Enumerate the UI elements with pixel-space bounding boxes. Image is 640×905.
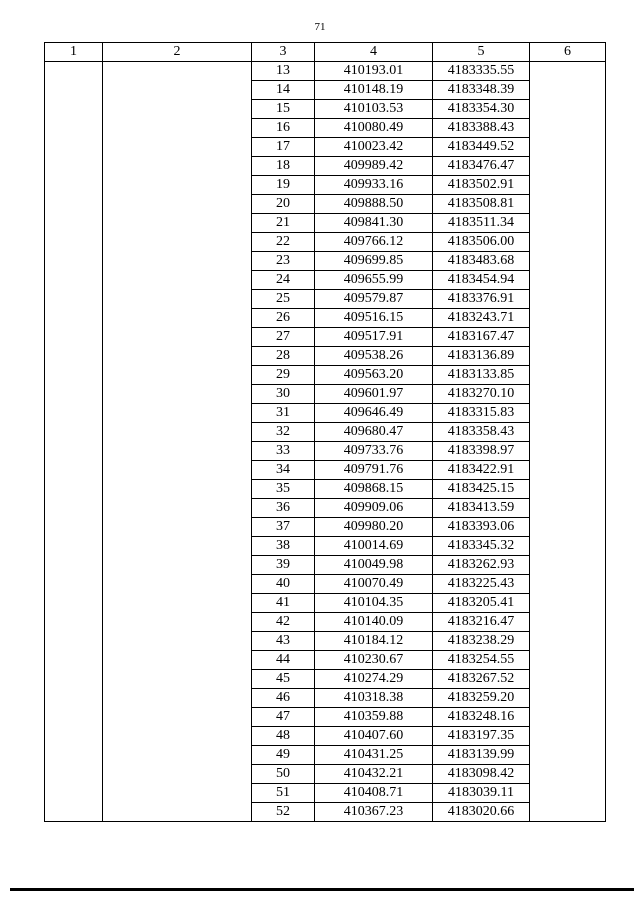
x-coordinate-cell: 410080.49 xyxy=(315,119,433,138)
point-number-cell: 35 xyxy=(252,480,315,499)
point-number-cell: 48 xyxy=(252,727,315,746)
y-coordinate-cell: 4183259.20 xyxy=(433,689,530,708)
y-coordinate-cell: 4183248.16 xyxy=(433,708,530,727)
x-coordinate-cell: 410070.49 xyxy=(315,575,433,594)
y-coordinate-cell: 4183422.91 xyxy=(433,461,530,480)
point-number-cell: 40 xyxy=(252,575,315,594)
blank-col-1 xyxy=(45,62,103,822)
point-number-cell: 44 xyxy=(252,651,315,670)
point-number-cell: 27 xyxy=(252,328,315,347)
y-coordinate-cell: 4183139.99 xyxy=(433,746,530,765)
y-coordinate-cell: 4183205.41 xyxy=(433,594,530,613)
point-number-cell: 52 xyxy=(252,803,315,822)
y-coordinate-cell: 4183039.11 xyxy=(433,784,530,803)
x-coordinate-cell: 409517.91 xyxy=(315,328,433,347)
y-coordinate-cell: 4183483.68 xyxy=(433,252,530,271)
point-number-cell: 33 xyxy=(252,442,315,461)
x-coordinate-cell: 409563.20 xyxy=(315,366,433,385)
x-coordinate-cell: 409933.16 xyxy=(315,176,433,195)
point-number-cell: 24 xyxy=(252,271,315,290)
x-coordinate-cell: 409516.15 xyxy=(315,309,433,328)
x-coordinate-cell: 409766.12 xyxy=(315,233,433,252)
y-coordinate-cell: 4183197.35 xyxy=(433,727,530,746)
y-coordinate-cell: 4183243.71 xyxy=(433,309,530,328)
y-coordinate-cell: 4183454.94 xyxy=(433,271,530,290)
point-number-cell: 51 xyxy=(252,784,315,803)
x-coordinate-cell: 410230.67 xyxy=(315,651,433,670)
point-number-cell: 47 xyxy=(252,708,315,727)
x-coordinate-cell: 409980.20 xyxy=(315,518,433,537)
x-coordinate-cell: 409791.76 xyxy=(315,461,433,480)
x-coordinate-cell: 410407.60 xyxy=(315,727,433,746)
point-number-cell: 17 xyxy=(252,138,315,157)
y-coordinate-cell: 4183376.91 xyxy=(433,290,530,309)
table-row xyxy=(45,62,606,81)
x-coordinate-cell: 410104.35 xyxy=(315,594,433,613)
point-number-cell: 28 xyxy=(252,347,315,366)
x-coordinate-cell: 410049.98 xyxy=(315,556,433,575)
y-coordinate-cell: 4183254.55 xyxy=(433,651,530,670)
header-col-2: 2 xyxy=(103,43,252,62)
y-coordinate-cell: 4183345.32 xyxy=(433,537,530,556)
y-coordinate-cell: 4183348.39 xyxy=(433,81,530,100)
point-number-cell: 32 xyxy=(252,423,315,442)
point-number-cell: 19 xyxy=(252,176,315,195)
y-coordinate-cell: 4183216.47 xyxy=(433,613,530,632)
x-coordinate-cell: 410367.23 xyxy=(315,803,433,822)
blank-col-6 xyxy=(530,62,606,822)
x-coordinate-cell: 410140.09 xyxy=(315,613,433,632)
point-number-cell: 38 xyxy=(252,537,315,556)
point-number-cell: 49 xyxy=(252,746,315,765)
x-coordinate-cell: 409699.85 xyxy=(315,252,433,271)
x-coordinate-cell: 409888.50 xyxy=(315,195,433,214)
y-coordinate-cell: 4183098.42 xyxy=(433,765,530,784)
point-number-cell: 30 xyxy=(252,385,315,404)
point-number-cell: 43 xyxy=(252,632,315,651)
y-coordinate-cell: 4183020.66 xyxy=(433,803,530,822)
x-coordinate-cell: 410431.25 xyxy=(315,746,433,765)
y-coordinate-cell: 4183413.59 xyxy=(433,499,530,518)
x-coordinate-cell: 410274.29 xyxy=(315,670,433,689)
point-number-cell: 37 xyxy=(252,518,315,537)
point-number-cell: 45 xyxy=(252,670,315,689)
x-coordinate-cell: 410184.12 xyxy=(315,632,433,651)
x-coordinate-cell: 409909.06 xyxy=(315,499,433,518)
point-number-cell: 22 xyxy=(252,233,315,252)
point-number-cell: 50 xyxy=(252,765,315,784)
blank-col-2 xyxy=(103,62,252,822)
x-coordinate-cell: 409868.15 xyxy=(315,480,433,499)
point-number-cell: 34 xyxy=(252,461,315,480)
y-coordinate-cell: 4183393.06 xyxy=(433,518,530,537)
header-col-4: 4 xyxy=(315,43,433,62)
x-coordinate-cell: 409646.49 xyxy=(315,404,433,423)
point-number-cell: 41 xyxy=(252,594,315,613)
bottom-rule xyxy=(10,888,634,891)
x-coordinate-cell: 409579.87 xyxy=(315,290,433,309)
header-col-6: 6 xyxy=(530,43,606,62)
x-coordinate-cell: 410318.38 xyxy=(315,689,433,708)
x-coordinate-cell: 410148.19 xyxy=(315,81,433,100)
point-number-cell: 25 xyxy=(252,290,315,309)
point-number-cell: 29 xyxy=(252,366,315,385)
point-number-cell: 23 xyxy=(252,252,315,271)
x-coordinate-cell: 410432.21 xyxy=(315,765,433,784)
x-coordinate-cell: 409538.26 xyxy=(315,347,433,366)
y-coordinate-cell: 4183358.43 xyxy=(433,423,530,442)
x-coordinate-cell: 410193.01 xyxy=(315,62,433,81)
x-coordinate-cell: 410023.42 xyxy=(315,138,433,157)
y-coordinate-cell: 4183502.91 xyxy=(433,176,530,195)
point-number-cell: 39 xyxy=(252,556,315,575)
y-coordinate-cell: 4183511.34 xyxy=(433,214,530,233)
point-number-cell: 13 xyxy=(252,62,315,81)
y-coordinate-cell: 4183508.81 xyxy=(433,195,530,214)
point-number-cell: 14 xyxy=(252,81,315,100)
y-coordinate-cell: 4183133.85 xyxy=(433,366,530,385)
y-coordinate-cell: 4183388.43 xyxy=(433,119,530,138)
point-number-cell: 31 xyxy=(252,404,315,423)
x-coordinate-cell: 409989.42 xyxy=(315,157,433,176)
y-coordinate-cell: 4183267.52 xyxy=(433,670,530,689)
y-coordinate-cell: 4183476.47 xyxy=(433,157,530,176)
point-number-cell: 18 xyxy=(252,157,315,176)
table-body xyxy=(45,62,606,822)
y-coordinate-cell: 4183449.52 xyxy=(433,138,530,157)
x-coordinate-cell: 410103.53 xyxy=(315,100,433,119)
x-coordinate-cell: 410408.71 xyxy=(315,784,433,803)
point-number-cell: 15 xyxy=(252,100,315,119)
y-coordinate-cell: 4183262.93 xyxy=(433,556,530,575)
x-coordinate-cell: 409841.30 xyxy=(315,214,433,233)
x-coordinate-cell: 409680.47 xyxy=(315,423,433,442)
point-number-cell: 16 xyxy=(252,119,315,138)
header-col-5: 5 xyxy=(433,43,530,62)
y-coordinate-cell: 4183398.97 xyxy=(433,442,530,461)
y-coordinate-cell: 4183136.89 xyxy=(433,347,530,366)
x-coordinate-cell: 410359.88 xyxy=(315,708,433,727)
y-coordinate-cell: 4183315.83 xyxy=(433,404,530,423)
y-coordinate-cell: 4183167.47 xyxy=(433,328,530,347)
header-col-3: 3 xyxy=(252,43,315,62)
y-coordinate-cell: 4183354.30 xyxy=(433,100,530,119)
point-number-cell: 42 xyxy=(252,613,315,632)
y-coordinate-cell: 4183425.15 xyxy=(433,480,530,499)
page-number: 71 xyxy=(314,21,326,33)
point-number-cell: 46 xyxy=(252,689,315,708)
y-coordinate-cell: 4183238.29 xyxy=(433,632,530,651)
y-coordinate-cell: 4183225.43 xyxy=(433,575,530,594)
coordinates-table xyxy=(44,42,606,822)
x-coordinate-cell: 409601.97 xyxy=(315,385,433,404)
x-coordinate-cell: 409733.76 xyxy=(315,442,433,461)
x-coordinate-cell: 410014.69 xyxy=(315,537,433,556)
point-number-cell: 36 xyxy=(252,499,315,518)
x-coordinate-cell: 409655.99 xyxy=(315,271,433,290)
header-col-1: 1 xyxy=(45,43,103,62)
point-number-cell: 26 xyxy=(252,309,315,328)
y-coordinate-cell: 4183335.55 xyxy=(433,62,530,81)
point-number-cell: 20 xyxy=(252,195,315,214)
table-header-row xyxy=(45,43,606,62)
y-coordinate-cell: 4183270.10 xyxy=(433,385,530,404)
point-number-cell: 21 xyxy=(252,214,315,233)
y-coordinate-cell: 4183506.00 xyxy=(433,233,530,252)
